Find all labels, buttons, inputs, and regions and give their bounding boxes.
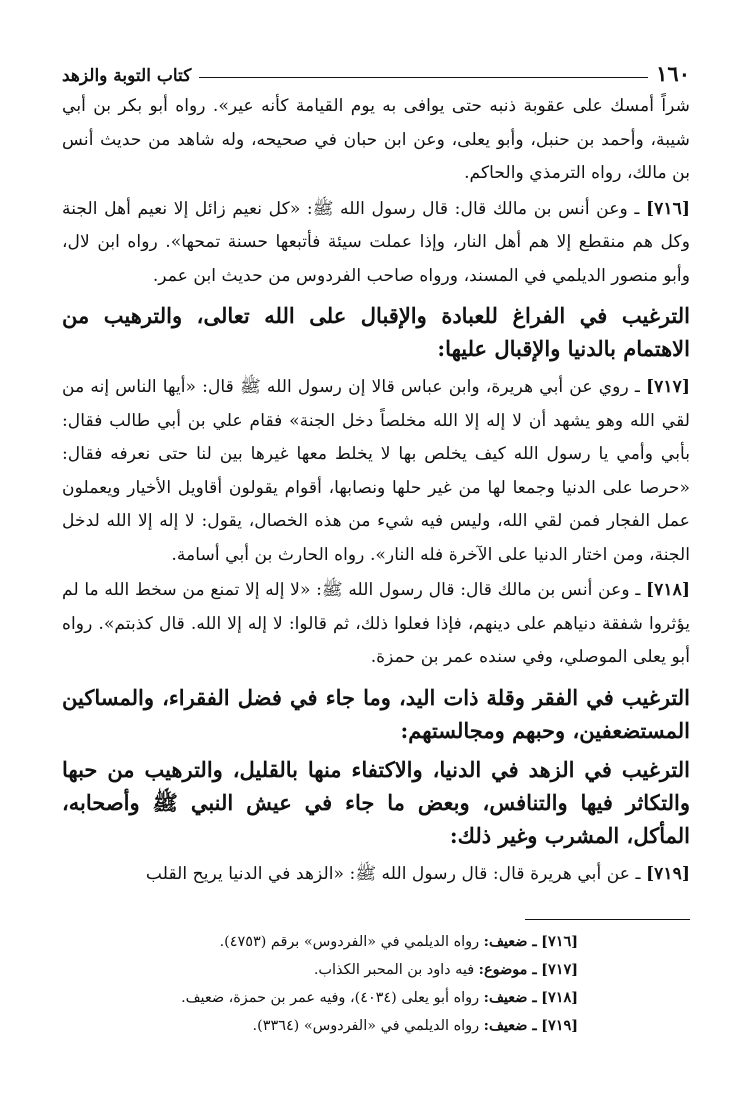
footnote-number: [٧١٦]: [541, 933, 578, 950]
hadith-718: [62, 574, 690, 675]
footnote-grade: ـ ضعيف:: [483, 933, 537, 950]
footnote-number: [٧١٩]: [541, 1017, 578, 1034]
hadith-text: ـ روي عن أبي هريرة، وابن عباس قالا إن رسول الله ﷺ قال: «أيها الناس إنه من لقي الله وهو يشهد أن لا إله إلا الله مخلصاً دخل الجنة» فقام علي بن أبي طالب فقال: بأبي وأمي يا رسول الله كيف يخلص بها لا يخلط معها غيرها بين لنا حتى نعرفه فقال: «حرصا على الدنيا وجمعا لها من غير حلها ونصابها، أقوام يقولون أقاويل الأخيار ويعملون عمل الفجار فمن لقي الله، وليس فيه شيء من هذه الخصال، يقول: لا إله إلا الله لدخل الجنة، ومن اختار الدنيا على الآخرة فله النار». رواه الحارث بن أبي أسامة.: [62, 377, 690, 565]
footnote-text: فيه داود بن المحبر الكذاب.: [313, 962, 475, 978]
footnote-number: [٧١٧]: [541, 961, 578, 978]
footnote-grade: ـ موضوع:: [478, 961, 537, 978]
hadith-text: ـ وعن أنس بن مالك قال: قال رسول الله ﷺ: «لا إله إلا تمنع من سخط الله ما لم يؤثروا شفقة دنياهم على دينهم، فإذا فعلوا ذلك، ثم قالوا: لا إله إلا الله. قال كذبتم». رواه أبو يعلى الموصلي، وفي سنده عمر بن حمزة.: [62, 580, 690, 667]
hadith-text: ـ عن أبي هريرة قال: قال رسول الله ﷺ: «الزهد في الدنيا يريح القلب: [145, 863, 641, 884]
footnote-text: رواه أبو يعلى (٤٠٣٤)، وفيه عمر بن حمزة، ضعيف.: [181, 990, 480, 1006]
footnotes: [62, 928, 690, 1040]
section-heading: الترغيب في الفقر وقلة ذات اليد، وما جاء في فضل الفقراء، والمساكين المستضعفين، وحبهم ومجالستهم:: [62, 684, 690, 743]
footnote-grade: ـ ضعيف:: [483, 1017, 537, 1034]
hadith-number: [٧١٧]: [646, 377, 691, 397]
footnote-separator: [525, 919, 690, 920]
hadith-719: [62, 858, 690, 892]
footnote-number: [٧١٨]: [541, 989, 578, 1006]
footnote-grade: ـ ضعيف:: [483, 989, 537, 1006]
intro-paragraph: شراً أمسك على عقوبة ذنبه حتى يوافى به يوم القيامة كأنه عير». رواه أبو بكر بن أبي شيبة، وأحمد بن حنبل، وأبو يعلى، وعن ابن حبان في صحيحه، وله شاهد من حديث أنس بن مالك، رواه الترمذي والحاكم.: [62, 96, 690, 183]
footnote-item: [62, 984, 578, 1012]
hadith-717: [62, 371, 690, 572]
footnote-text: رواه الديلمي في «الفردوس» (٣٣٦٤).: [252, 1018, 480, 1034]
footnote-item: [62, 956, 578, 984]
section-heading: الترغيب في الزهد في الدنيا، والاكتفاء منها بالقليل، والترهيب من حبها والتكاثر فيها والتنافس، وبعض ما جاء في عيش النبي ﷺ وأصحابه، المأكل، المشرب وغير ذلك:: [62, 756, 690, 848]
footnote-item: [62, 1012, 578, 1040]
hadith-number: [٧١٨]: [646, 580, 690, 600]
footnote-text: رواه الديلمي في «الفردوس» برقم (٤٧٥٣).: [219, 934, 480, 950]
hadith-number: [٧١٦]: [646, 198, 690, 219]
hadith-number: [٧١٩]: [646, 863, 690, 884]
page-header: [62, 56, 690, 86]
hadith-text: ـ وعن أنس بن مالك قال: قال رسول الله ﷺ: «كل نعيم زائل إلا نعيم أهل الجنة وكل هم منقطع إلا هم أهل النار، وإذا عملت سيئة فأتبعها حسنة تمحها». رواه ابن لال، وأبو منصور الديلمي في المسند، ورواه صاحب الفردوس من حديث ابن عمر.: [62, 198, 690, 286]
page-number: ١٦٠: [656, 61, 690, 86]
running-title: كتاب التوبة والزهد: [62, 66, 192, 86]
book-page: [62, 56, 690, 1040]
hadith-716: [62, 193, 690, 294]
footnote-item: [62, 928, 578, 956]
header-rule: [199, 77, 648, 78]
section-heading: الترغيب في الفراغ للعبادة والإقبال على الله تعالى، والترهيب من الاهتمام بالدنيا والإقبال عليها:: [62, 303, 690, 361]
